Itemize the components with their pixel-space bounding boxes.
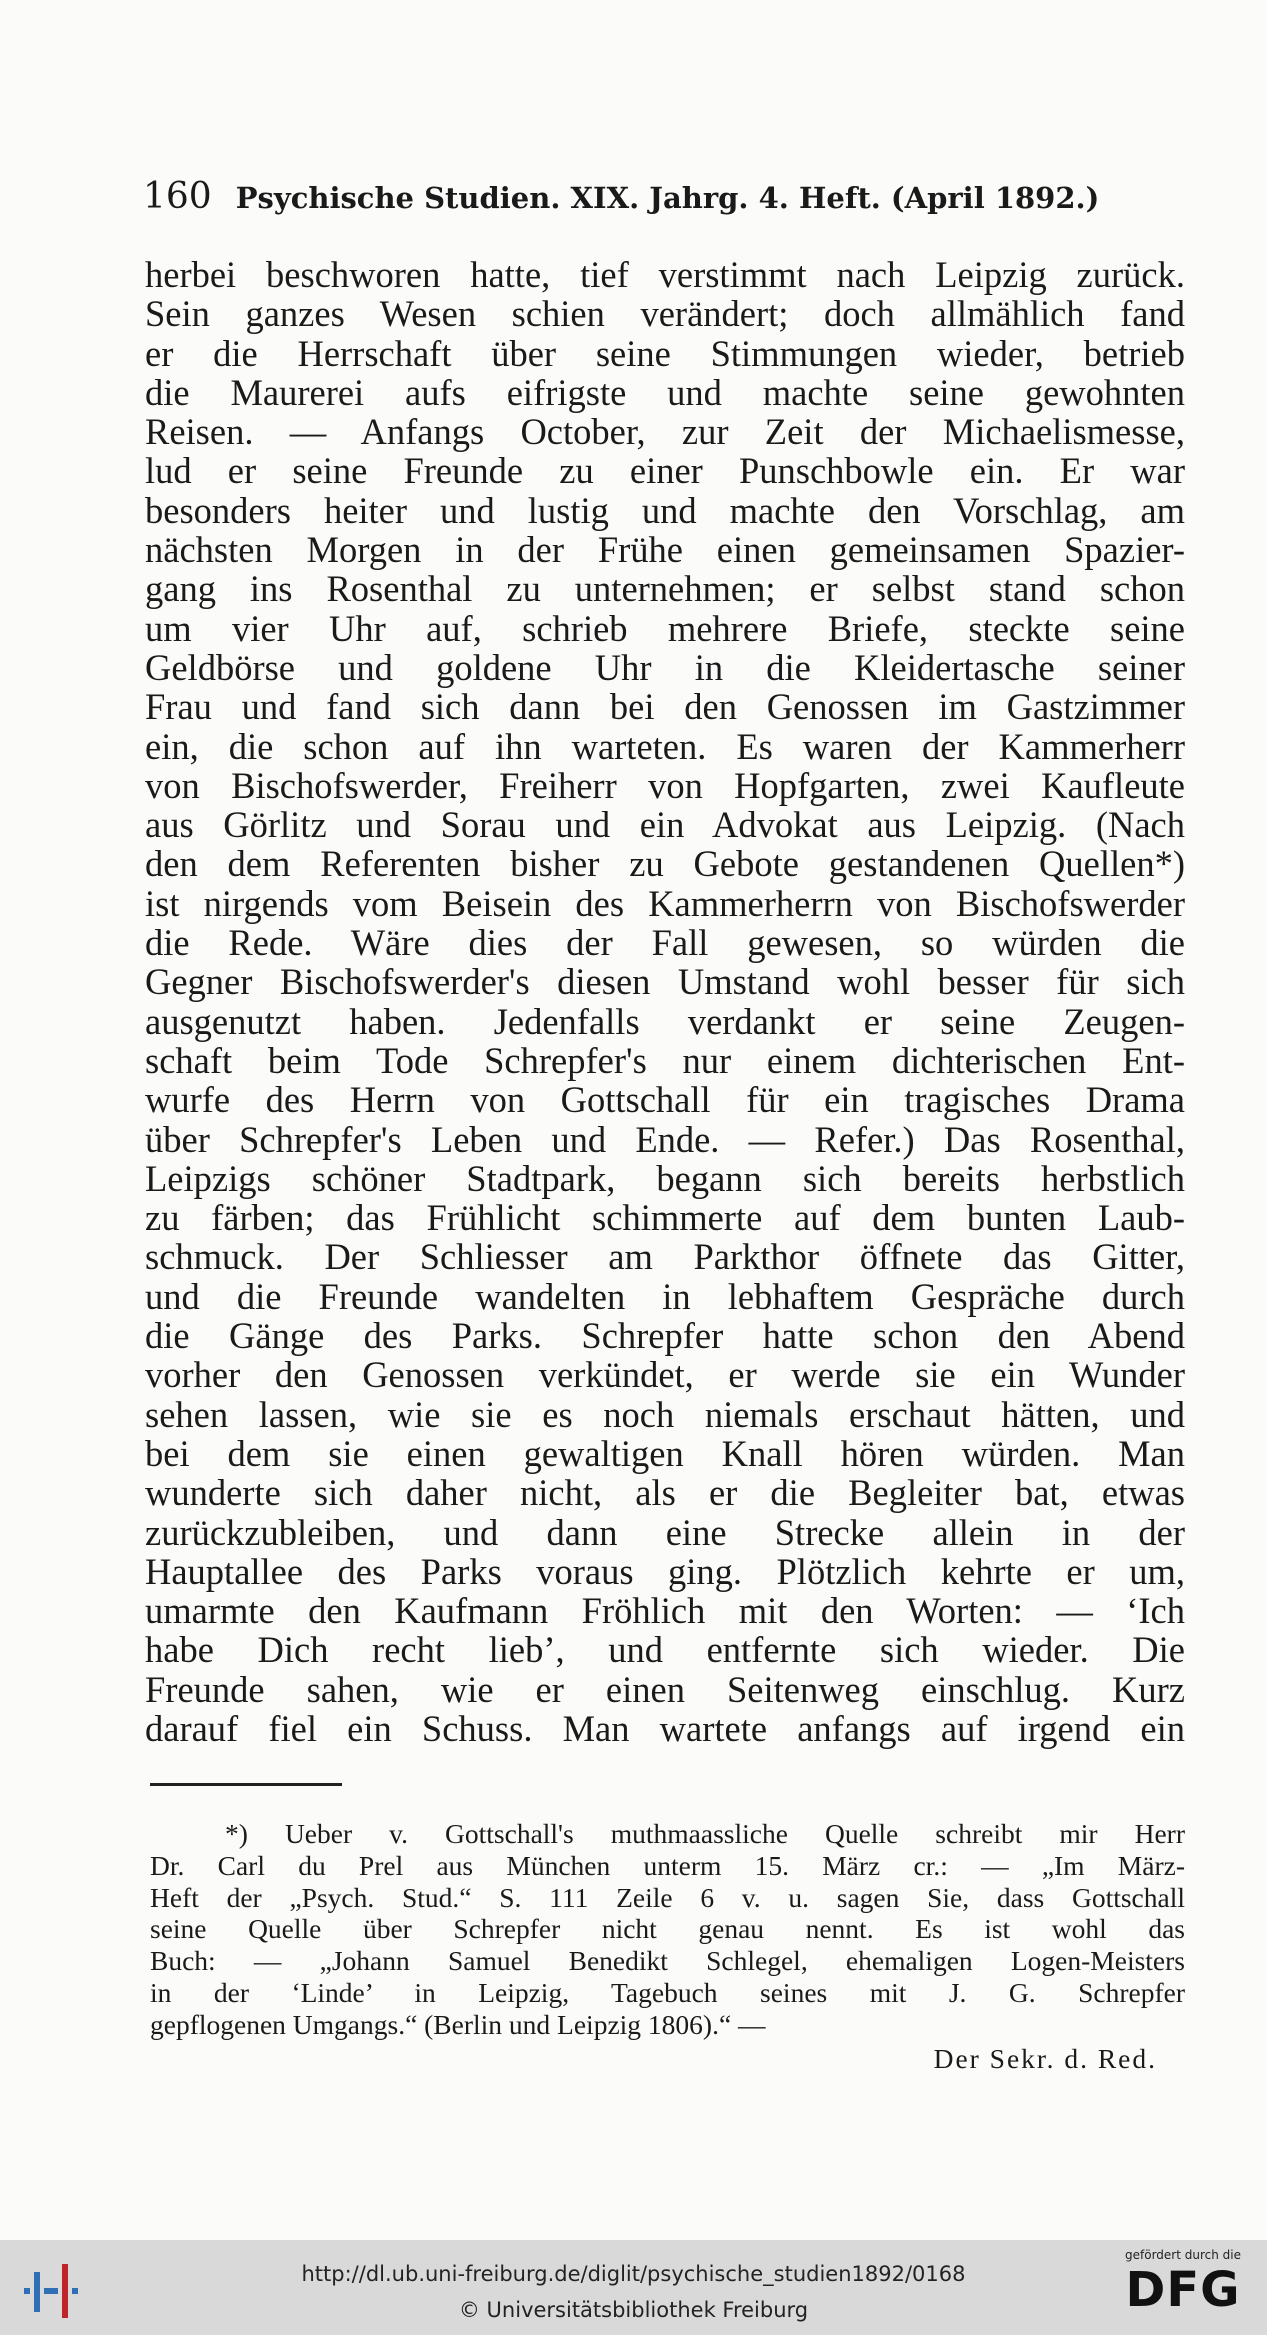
text-line: von Bischofswerder, Freiherr von Hopfgarten, zwei Kaufleute [145, 764, 1185, 806]
text-line: Reisen. — Anfangs October, zur Zeit der Michaelismesse, [145, 411, 1185, 453]
text-line: Gegner Bischofswerder's diesen Umstand wohl besser für sich [145, 961, 1185, 1003]
text-line: Hauptallee des Parks voraus ging. Plötzlich kehrte er um, [145, 1550, 1185, 1592]
text-line: darauf fiel ein Schuss. Man wartete anfangs auf irgend ein [145, 1707, 1185, 1749]
text-line: wunderte sich daher nicht, als er die Begleiter bat, etwas [145, 1472, 1185, 1514]
text-line: Geldbörse und goldene Uhr in die Kleidertasche seiner [145, 646, 1185, 688]
text-line: schmuck. Der Schliesser am Parkthor öffnete das Gitter, [145, 1236, 1185, 1278]
text-line: wurfe des Herrn von Gottschall für ein tragisches Drama [145, 1079, 1185, 1121]
text-line: über Schrepfer's Leben und Ende. — Refer.) Das Rosenthal, [145, 1118, 1185, 1160]
footnote-line: in der ‘Linde’ in Leipzig, Tagebuch seines mit J. G. Schrepfer [150, 1976, 1185, 2008]
text-line: bei dem sie einen gewaltigen Knall hören würden. Man [145, 1432, 1185, 1474]
text-line: er die Herrschaft über seine Stimmungen wieder, betrieb [145, 332, 1185, 374]
text-line: die Maurerei aufs eifrigste und machte seine gewohnten [145, 371, 1185, 413]
page-number: 160 [143, 176, 212, 217]
text-line: lud er seine Freunde zu einer Punschbowle ein. Er war [145, 450, 1185, 492]
copyright-notice: © Universitätsbibliothek Freiburg [458, 2298, 809, 2322]
footnote-line: gepflogenen Umgangs.“ (Berlin und Leipzig 1806).“ — [150, 2008, 766, 2040]
text-line: schaft beim Tode Schrepfer's nur einem dichterischen Ent- [145, 1039, 1185, 1081]
text-line: Freunde sahen, wie er einen Seitenweg einschlug. Kurz [145, 1668, 1185, 1710]
dfg-sponsor-logo[interactable] [1113, 2248, 1253, 2330]
text-line: Sein ganzes Wesen schien verändert; doch allmählich fand [145, 293, 1185, 335]
text-line: sehen lassen, wie sie es noch niemals erschaut hätten, und [145, 1393, 1185, 1435]
viewer-footer [0, 2240, 1267, 2335]
text-line: zurückzubleiben, und dann eine Strecke allein in der [145, 1511, 1185, 1553]
text-line: und die Freunde wandelten in lebhaftem Gespräche durch [145, 1275, 1185, 1317]
text-line: ausgenutzt haben. Jedenfalls verdankt er seine Zeugen- [145, 1000, 1185, 1042]
text-line: habe Dich recht lieb’, und entfernte sich wieder. Die [145, 1629, 1185, 1671]
main-text [145, 255, 1185, 1748]
footnote-separator [150, 1783, 342, 1786]
running-header [143, 176, 1183, 226]
text-line: den dem Referenten bisher zu Gebote gestandenen Quellen*) [145, 843, 1185, 885]
dfg-logo-text: DFG [1125, 2262, 1241, 2318]
running-title: Psychische Studien. XIX. Jahrg. 4. Heft. (April 1892.) [235, 181, 1100, 215]
footnote-signature: Der Sekr. d. Red. [933, 2042, 1157, 2074]
text-line: umarmte den Kaufmann Fröhlich mit den Worten: — ‘Ich [145, 1590, 1185, 1632]
text-line: aus Görlitz und Sorau und ein Advokat aus Leipzig. (Nach [145, 804, 1185, 846]
ub-freiburg-logo-icon[interactable] [22, 2262, 82, 2320]
footnote-line: Buch: — „Johann Samuel Benedikt Schlegel, ehemaligen Logen-Meisters [150, 1945, 1185, 1977]
text-line: Leipzigs schöner Stadtpark, begann sich bereits herbstlich [145, 1157, 1185, 1199]
footnote-line: seine Quelle über Schrepfer nicht genau nennt. Es ist wohl das [150, 1913, 1185, 1945]
text-line: gang ins Rosenthal zu unternehmen; er selbst stand schon [145, 568, 1185, 610]
text-line: Frau und fand sich dann bei den Genossen im Gastzimmer [145, 686, 1185, 728]
footnote-line: *) Ueber v. Gottschall's muthmaassliche Quelle schreibt mir Herr [225, 1818, 1185, 1849]
text-line: nächsten Morgen in der Frühe einen gemeinsamen Spazier- [145, 529, 1185, 571]
text-line: die Rede. Wäre dies der Fall gewesen, so würden die [145, 922, 1185, 964]
footnote-line: Dr. Carl du Prel aus München unterm 15. März cr.: — „Im März- [150, 1849, 1185, 1881]
text-line: besonders heiter und lustig und machte den Vorschlag, am [145, 489, 1185, 531]
footnote [150, 1818, 1185, 2074]
text-line: herbei beschworen hatte, tief verstimmt nach Leipzig zurück. [145, 254, 1185, 295]
text-line: die Gänge des Parks. Schrepfer hatte schon den Abend [145, 1315, 1185, 1357]
text-line: vorher den Genossen verkündet, er werde sie ein Wunder [145, 1354, 1185, 1396]
text-line: zu färben; das Frühlicht schimmerte auf dem bunten Laub- [145, 1197, 1185, 1239]
text-line: ist nirgends vom Beisein des Kammerherrn von Bischofswerder [145, 882, 1185, 924]
text-line: ein, die schon auf ihn warteten. Es waren der Kammerherr [145, 725, 1185, 767]
footnote-line: Heft der „Psych. Stud.“ S. 111 Zeile 6 v. u. sagen Sie, dass Gottschall [150, 1881, 1185, 1913]
source-url-link[interactable]: http://dl.ub.uni-freiburg.de/diglit/psychische_studien1892/0168 [301, 2262, 966, 2286]
sponsor-caption: gefördert durch die [1125, 2248, 1241, 2262]
text-line: um vier Uhr auf, schrieb mehrere Briefe, steckte seine [145, 607, 1185, 649]
